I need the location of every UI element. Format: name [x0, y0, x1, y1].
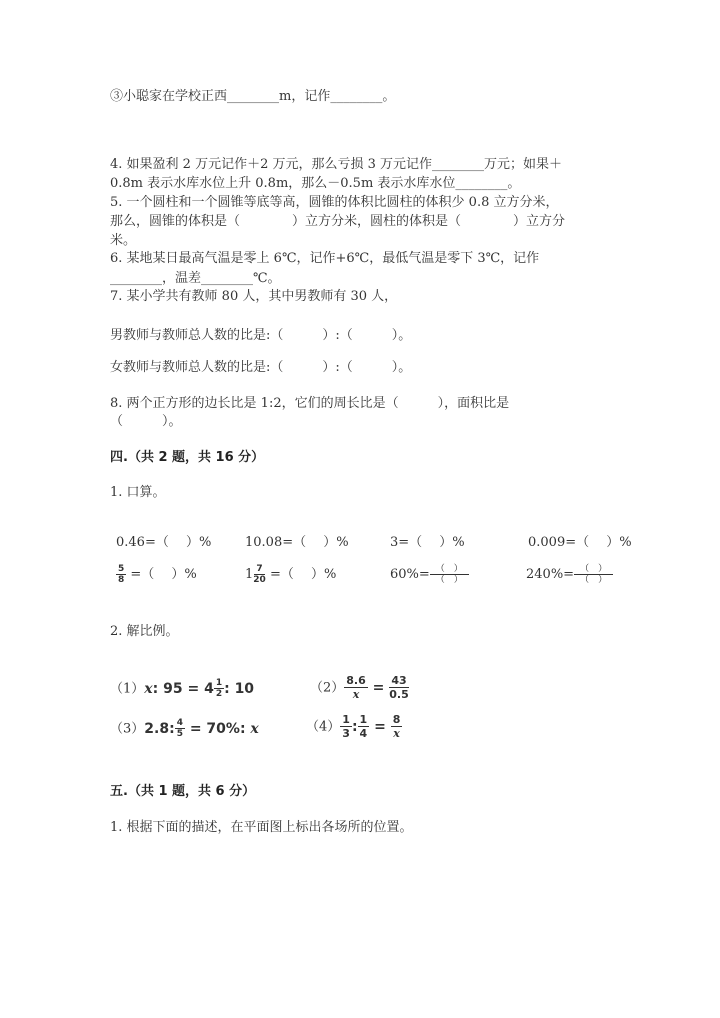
- proportion-3: （3）2.8: $\frac{4}{5}$ = 70%: x: [110, 718, 259, 739]
- calc-item: 0.46=（ ）%: [116, 535, 212, 550]
- question-5-line2: 那么，圆锥的体积是（ ）立方分米，圆柱的体积是（ ）立方分: [110, 214, 566, 229]
- calc-item-fraction-1: $\frac{5}{8}$ =（ ）%: [118, 564, 197, 585]
- question-6-line2: ________，温差________℃。: [110, 271, 281, 286]
- question-4-line1: 4. 如果盈利 2 万元记作＋2 万元，那么亏损 3 万元记作________万元；如果＋: [110, 157, 563, 172]
- section-4-question-1: 1. 口算。: [110, 485, 166, 500]
- question-6-line1: 6. 某地某日最高气温是零上 6℃，记作+6℃，最低气温是零下 3℃，记作: [110, 251, 540, 266]
- question-7-male-ratio: 男教师与教师总人数的比是:（ ）:（ ）。: [110, 328, 412, 343]
- section-5-question-1: 1. 根据下面的描述，在平面图上标出各场所的位置。: [110, 820, 413, 835]
- section-4-heading: 四.（共 2 题，共 16 分）: [110, 450, 265, 465]
- section-5-heading: 五.（共 1 题，共 6 分）: [110, 784, 256, 799]
- calc-item-fraction-2: 1 $\frac{7}{20}$ =（ ）%: [245, 564, 337, 585]
- question-4-line2: 0.8m 表示水库水位上升 0.8m，那么－0.5m 表示水库水位________。: [110, 176, 521, 191]
- question-5-line1: 5. 一个圆柱和一个圆锥等底等高，圆锥的体积比圆柱的体积少 0.8 立方分米，: [110, 195, 559, 210]
- question-3c: ③小聪家在学校正西________m，记作________。: [110, 89, 396, 104]
- calc-item-percent-60: 60%= （ ） （ ）: [390, 564, 469, 585]
- question-5-line3: 米。: [110, 233, 137, 248]
- proportion-2: （2） $\frac{8.6}{x}$ = $\frac{43}{0.5}$: [310, 674, 409, 701]
- question-7-female-ratio: 女教师与教师总人数的比是:（ ）:（ ）。: [110, 360, 412, 375]
- section-4-question-2: 2. 解比例。: [110, 624, 179, 639]
- question-8-line2: （ ）。: [110, 414, 182, 429]
- calc-item: 0.009=（ ）%: [528, 535, 632, 550]
- calc-item: 10.08=（ ）%: [245, 535, 349, 550]
- question-7-line1: 7. 某小学共有教师 80 人，其中男教师有 30 人，: [110, 289, 398, 304]
- proportion-4: （4） $\frac{1}{3}$ : $\frac{1}{4}$ = $\frac{8}{x}$: [306, 713, 401, 740]
- calc-item: 3=（ ）%: [390, 535, 465, 550]
- question-8-line1: 8. 两个正方形的边长比是 1:2，它们的周长比是（ ），面积比是: [110, 396, 510, 411]
- proportion-1: （1）x: 95 = 4 $\frac{1}{2}$ : 10: [110, 678, 255, 699]
- calc-item-percent-240: 240%= （ ） （ ）: [526, 564, 613, 585]
